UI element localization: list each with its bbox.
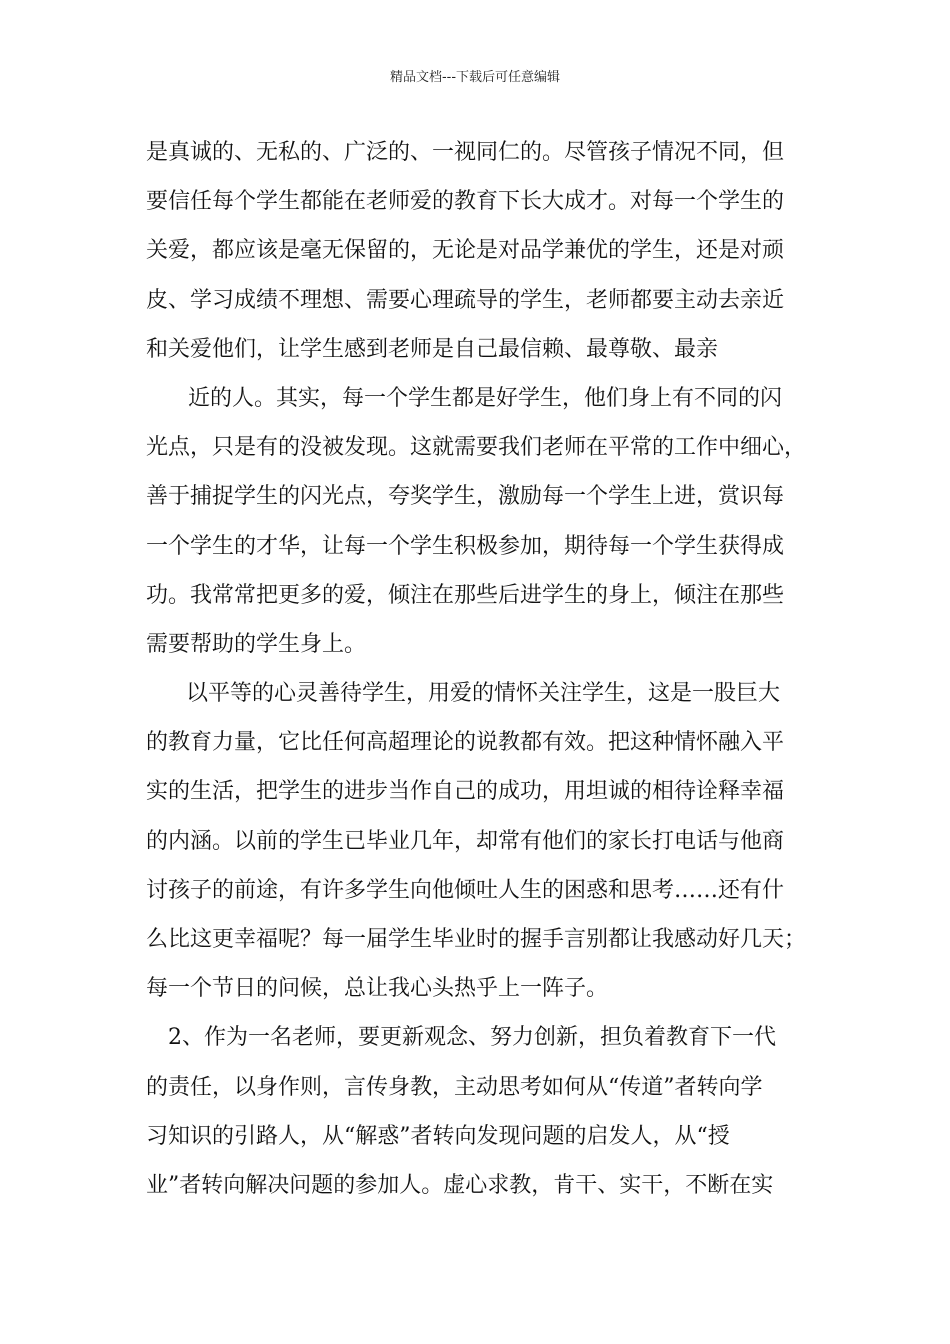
document-body (146, 128, 826, 1210)
text-line: 以平等的心灵善待学生，用爱的情怀关注学生，这是一股巨大 (186, 681, 781, 707)
text-line: 是真诚的、无私的、广泛的、一视同仁的。尽管孩子情况不同，但 (146, 140, 785, 165)
text-line: 需要帮助的学生身上。 (146, 631, 367, 657)
text-line: 关爱，都应该是毫无保留的，无论是对品学兼优的学生，还是对顽 (146, 238, 785, 264)
text-line: 的内涵。以前的学生已毕业几年，却常有他们的家长打电话与他商 (146, 828, 785, 854)
text-line: 实的生活，把学生的进步当作自己的成功，用坦诚的相待诠释幸福 (146, 779, 785, 805)
document-header: 精品文档---下载后可任意编辑 (389, 70, 561, 85)
text-line: 么比这更幸福呢？每一届学生毕业时的握手言别都让我感动好几天； (146, 927, 807, 952)
text-line: 功。我常常把更多的爱，倾注在那些后进学生的身上，倾注在那些 (146, 582, 785, 608)
text-line: 和关爱他们，让学生感到老师是自己最信赖、最尊敬、最亲 (146, 336, 719, 362)
text-line: 业”者转向解决问题的参加人。虚心求教，肯干、实干，不断在实 (146, 1172, 774, 1198)
text-line: 皮、学习成绩不理想、需要心理疏导的学生，老师都要主动去亲近 (146, 287, 785, 313)
text-line: 的责任，以身作则，言传身教，主动思考如何从“传道”者转向学 (146, 1074, 763, 1100)
text-line: 讨孩子的前途，有许多学生向他倾吐人生的困惑和思考……还有什 (146, 877, 785, 903)
text-line: 要信任每个学生都能在老师爱的教育下长大成才。对每一个学生的 (146, 189, 785, 215)
text-line: 2、作为一名老师，要更新观念、努力创新，担负着教育下一代 (168, 1025, 776, 1051)
text-line: 习知识的引路人，从“解惑”者转向发现问题的启发人，从“授 (146, 1123, 730, 1149)
text-line: 一个学生的才华，让每一个学生积极参加，期待每一个学生获得成 (146, 533, 785, 559)
text-line: 光点，只是有的没被发现。这就需要我们老师在平常的工作中细心， (146, 435, 807, 461)
text-line: 每一个节日的问候，总让我心头热乎上一阵子。 (146, 976, 609, 1002)
text-line: 的教育力量，它比任何高超理论的说教都有效。把这种情怀融入平 (146, 730, 785, 756)
text-line: 近的人。其实，每一个学生都是好学生，他们身上有不同的闪 (188, 385, 783, 411)
text-line: 善于捕捉学生的闪光点，夸奖学生，激励每一个学生上进，赏识每 (146, 484, 785, 510)
